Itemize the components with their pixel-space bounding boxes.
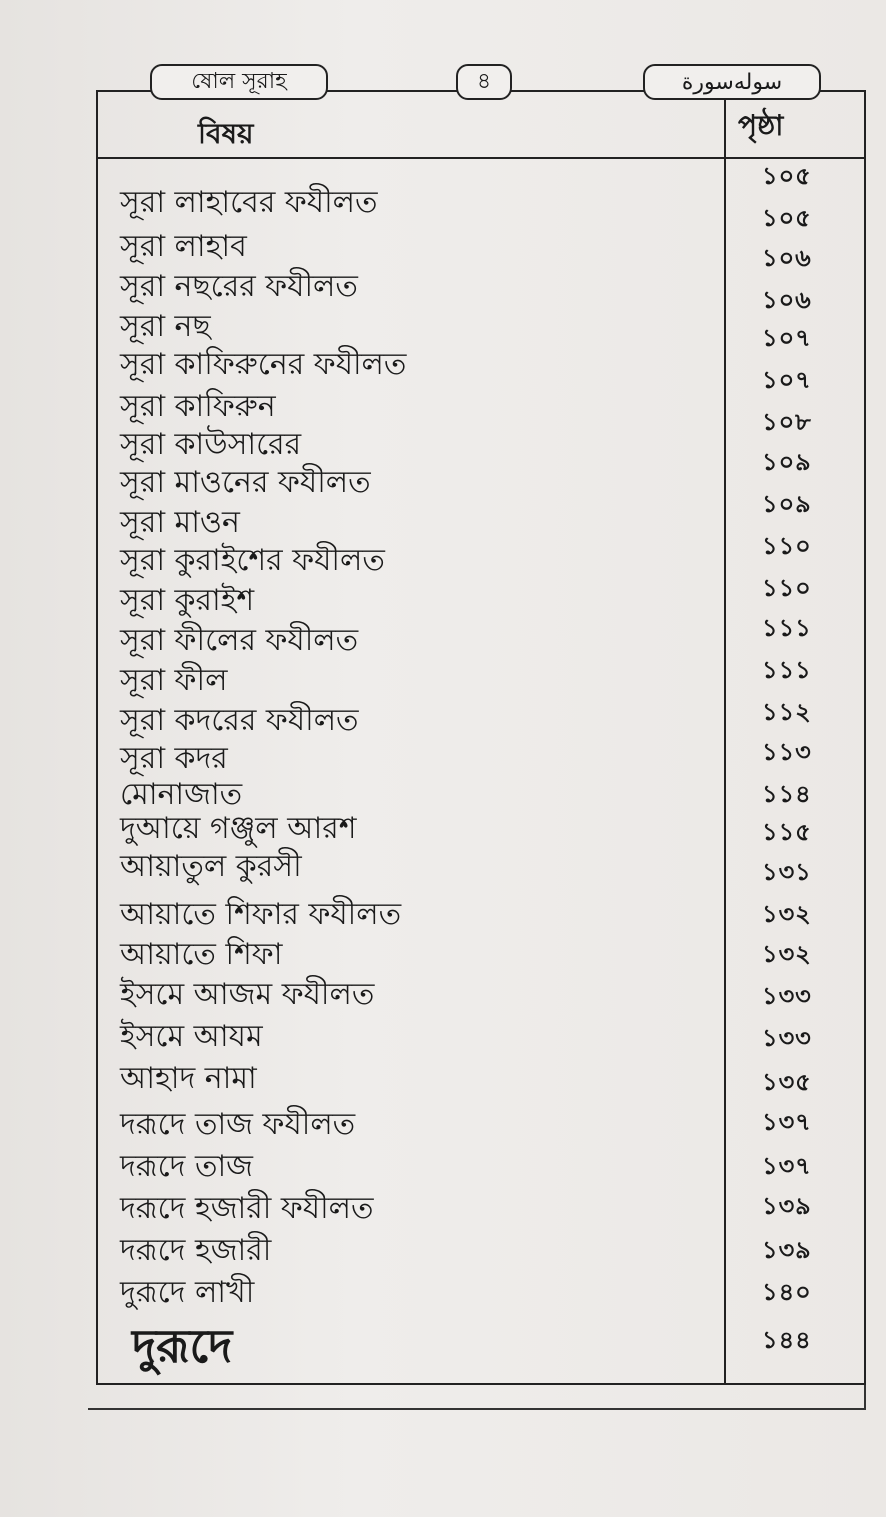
page-number-item: ১০৮ [762,408,812,436]
topic-item: দুআয়ে গঞ্জুল আরশ [120,811,357,846]
page-number-item: ১০৭ [762,366,812,394]
topic-item: দরূদে হজারী [120,1233,272,1268]
topic-item: দরূদে তাজ ফযীলত [120,1107,356,1142]
page-number-item: ১১৩ [762,738,812,766]
topic-item: সূরা কদর [120,741,228,776]
page-number-item: ১০৫ [762,162,812,190]
topic-item: আহাদ নামা [120,1061,257,1096]
topic-item: মোনাজাত [120,777,243,812]
page-number-item: ১১১ [762,614,812,642]
page-number-item: ১৩৩ [762,982,812,1010]
topic-item: দরূদে হজারী ফযীলত [120,1191,374,1226]
topic-item: ইসমে আযম [120,1019,263,1054]
page-number-item: ১১৪ [762,780,812,808]
page-number-item: ১৩৫ [762,1068,812,1096]
topic-item: সূরা লাহাব [120,229,247,264]
column-divider [724,90,726,1385]
topic-item: দুরূদে লাখী [120,1275,255,1310]
topic-item: সূরা কুরাইশ [120,583,255,618]
page-number-item: ১৩৯ [762,1236,812,1264]
topic-item: ইসমে আজম ফযীলত [120,977,375,1012]
topic-item: সূরা ফীলের ফযীলত [120,623,359,658]
page-column-header: পৃষ্ঠা [738,109,784,142]
page-number-item: ১০৫ [762,204,812,232]
topic-item: দুরূদে [132,1319,233,1373]
page-number-item: ১৩২ [762,940,812,968]
topic-item: সূরা ফীল [120,663,228,698]
topic-item: সূরা কুরাইশের ফযীলত [120,543,385,578]
page-number-item: ১১০ [762,532,812,560]
topic-item: সূরা মাওন [120,505,240,540]
subject-column-header: বিষয় [198,117,254,150]
topic-item: সূরা কদরের ফযীলত [120,703,359,738]
topic-item: আয়াতে শিফার ফযীলত [120,897,402,932]
page-number-item: ১০৯ [762,448,812,476]
topic-item: সূরা কাউসারের [120,427,302,462]
page-number-item: ১০৭ [762,324,812,352]
topic-item: দরূদে তাজ [120,1149,254,1184]
page-number-tab: ৪ [456,64,512,100]
page-number-item: ১১১ [762,656,812,684]
page-number-item: ১৩৯ [762,1192,812,1220]
title-tab: ষোল সূরাহ [150,64,328,100]
page-number-item: ১৩৩ [762,1024,812,1052]
page-number-item: ১১৫ [762,818,812,846]
page-number-item: ১৪৪ [762,1326,812,1354]
topic-item: সূরা লাহাবের ফযীলত [120,185,378,220]
page-number-item: ১১২ [762,698,812,726]
page-number-item: ১৩৭ [762,1108,812,1136]
topic-item: সূরা মাওনের ফযীলত [120,465,371,500]
page-number-item: ১১০ [762,574,812,602]
topic-item: আয়াতে শিফা [120,937,283,972]
topic-item: সূরা নছ [120,309,211,344]
topic-item: সূরা কাফিরুন [120,389,276,424]
topic-item: আয়াতুল কুরসী [120,849,302,884]
page-number-item: ১০৬ [762,244,812,272]
page-number-item: ১৩৭ [762,1152,812,1180]
page-number-item: ১৪০ [762,1278,812,1306]
page-number-item: ১০৯ [762,490,812,518]
topic-item: সূরা কাফিরুনের ফযীলত [120,347,407,382]
page-number-item: ১৩২ [762,900,812,928]
page-number-item: ১০৬ [762,286,812,314]
page-number-item: ১৩১ [762,858,812,886]
topic-item: সূরা নছরের ফযীলত [120,269,358,304]
arabic-title-tab: سوله‌سورة [643,64,821,100]
